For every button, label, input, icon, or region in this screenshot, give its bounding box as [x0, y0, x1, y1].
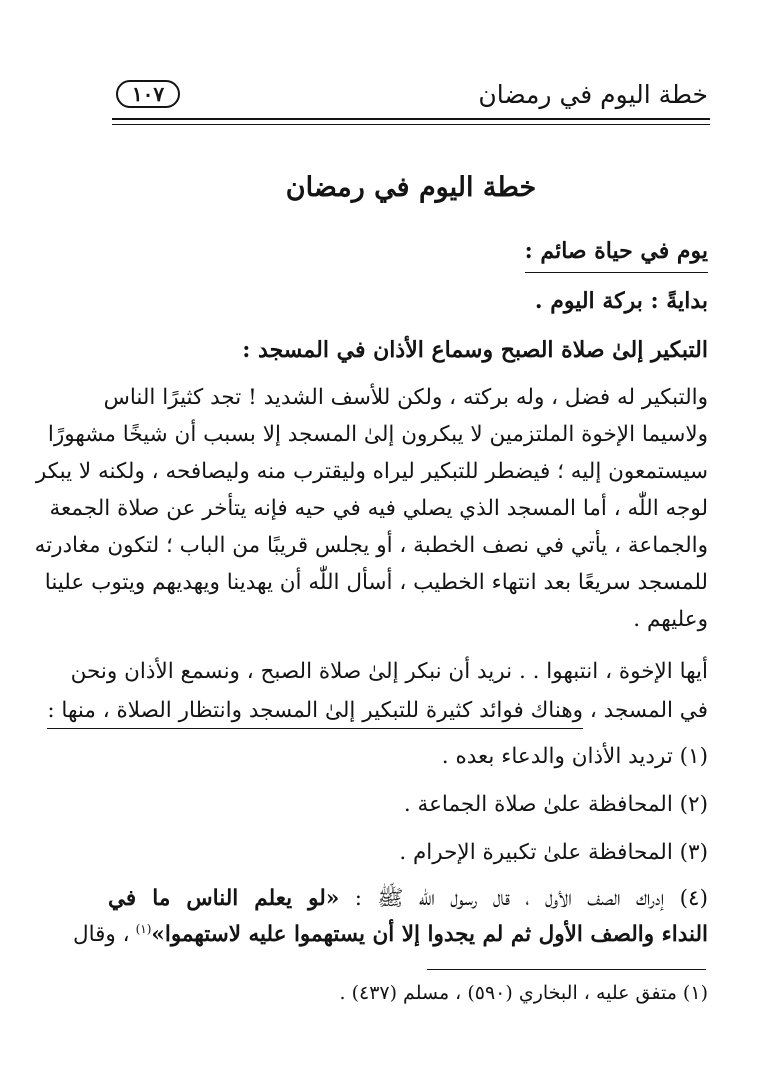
heading-start: بدايةً : بركة اليوم .	[534, 288, 708, 314]
footnote-reference: (١)	[135, 922, 152, 936]
heading-day-in-life	[525, 238, 708, 264]
paragraph-line: سيستمعون إليه ؛ فيضطر للتبكير ليراه وليقترب منه وليصافحه ، ولكنه لا يبكر	[35, 459, 708, 484]
list-item-text: (٤) إدراك الصف الأول ، قال رسول اللّٰه ﷺ :	[339, 886, 708, 911]
paragraph-line: للمسجد سريعًا بعد انتهاء الخطيب ، أسأل اللّٰه أن يهدينا ويهديهم ويتوب علينا	[44, 570, 708, 595]
page-number: ١٠٧	[116, 80, 180, 108]
footnote-separator	[427, 969, 706, 970]
heading-early: التبكير إلىٰ صلاة الصبح وسماع الأذان في المسجد :	[242, 337, 708, 363]
header-rule-thick	[112, 118, 710, 120]
paragraph-line: ولاسيما الإخوة الملتزمين لا يبكرون إلىٰ المسجد إلا بسبب أن شيخًا مشهورًا	[47, 422, 708, 447]
paragraph-text: ، وقال	[72, 922, 130, 948]
hadith-quote: النداء والصف الأول ثم لم يجدوا إلا أن يستهموا عليه لاستهموا»	[151, 922, 708, 948]
page-header	[112, 78, 710, 112]
paragraph-line: وعليهم .	[633, 607, 708, 632]
underlined-text: وهناك فوائد كثيرة للتبكير إلىٰ المسجد وانتظار الصلاة ، منها :	[47, 698, 583, 729]
paragraph-line: أيها الإخوة ، انتبهوا . . نريد أن نبكر إلىٰ صلاة الصبح ، ونسمع الأذان ونحن	[70, 659, 708, 684]
paragraph-line	[47, 698, 708, 723]
list-item: (١) ترديد الأذان والدعاء بعده .	[441, 744, 708, 769]
paragraph-line: لوجه اللّٰه ، أما المسجد الذي يصلي فيه في حيه فإنه يتأخر عن صلاة الجمعة	[49, 496, 708, 521]
paragraph-text: في المسجد ،	[583, 698, 708, 723]
hadith-quote: «لو يعلم الناس ما في	[108, 886, 340, 911]
paragraph-line	[73, 922, 708, 947]
paragraph-line: والتبكير له فضل ، وله بركته ، ولكن للأسف الشديد ! تجد كثيرًا الناس	[103, 385, 708, 410]
chapter-title: خطة اليوم في رمضان	[285, 172, 537, 203]
list-item: (٣) المحافظة علىٰ تكبيرة الإحرام .	[399, 840, 708, 865]
list-item: (٢) المحافظة علىٰ صلاة الجماعة .	[403, 792, 708, 817]
header-rule-thin	[112, 124, 710, 125]
running-title: خطة اليوم في رمضان	[478, 80, 708, 109]
heading-day-in-life-text: يوم في حياة صائم :	[525, 238, 708, 273]
footnote: (١) متفق عليه ، البخاري (٥٩٠) ، مسلم (٤٣٧) .	[339, 982, 708, 1004]
paragraph-line: والجماعة ، يأتي في نصف الخطبة ، أو يجلس قريبًا من الباب ؛ لتكون مغادرته	[34, 533, 708, 558]
list-item	[108, 885, 708, 916]
